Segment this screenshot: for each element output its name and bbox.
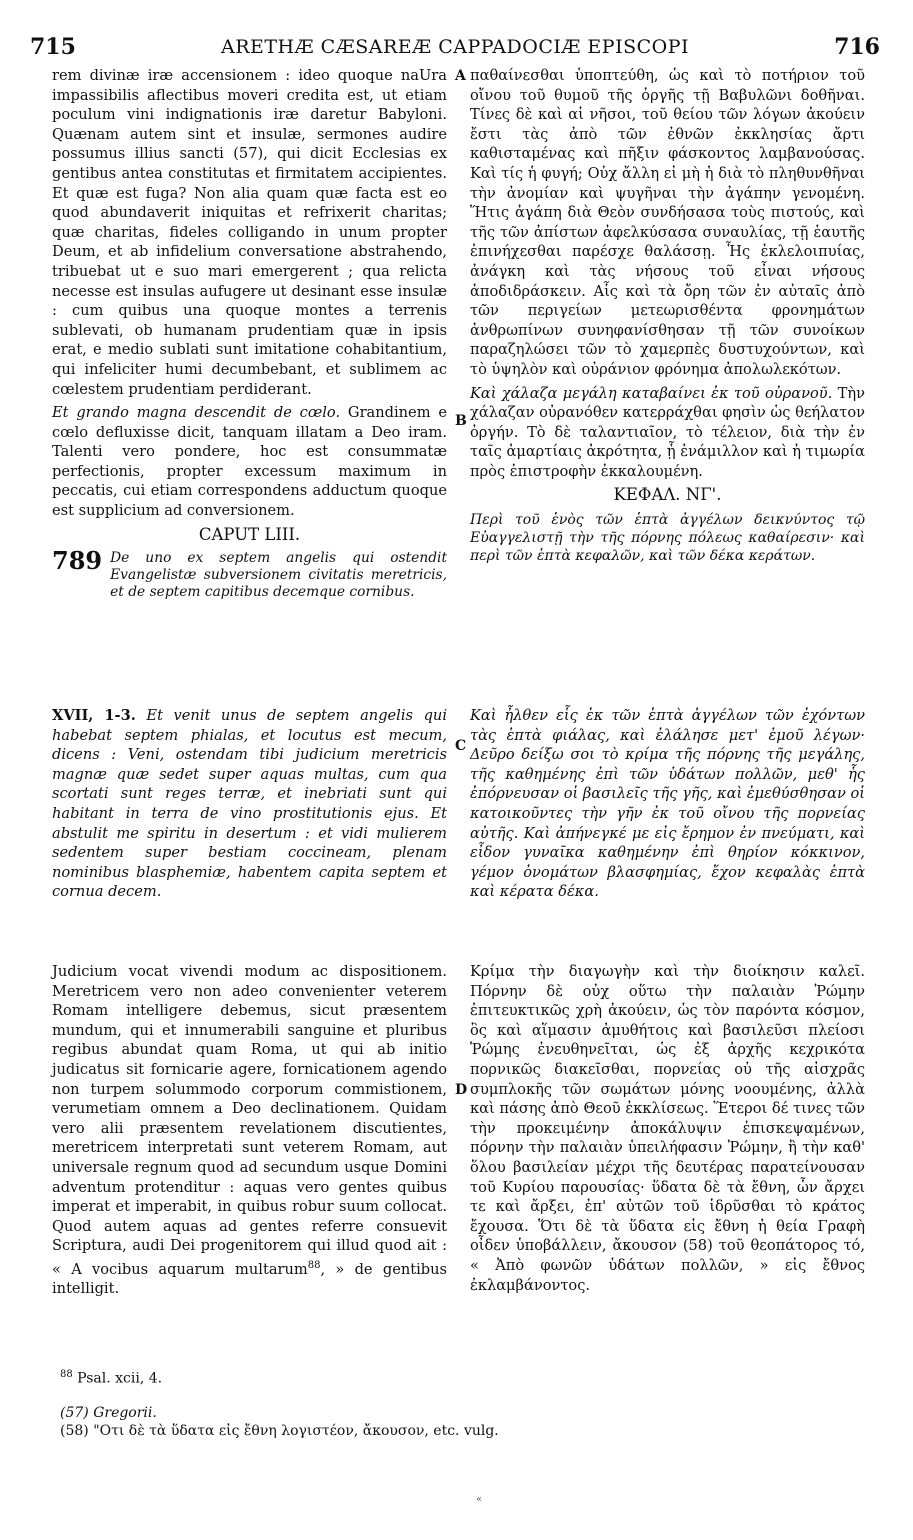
latin-chapter-summary [52,546,447,601]
footnote-88 [60,1366,860,1388]
scripture-footnote [60,1366,860,1388]
greek-scripture: Καὶ ἦλθεν εἷς ἐκ τῶν ἑπτὰ ἀγγέλων τῶν ἐχόντων τὰς ἑπτὰ φιάλας, καὶ ἐλάλησε μετ' ἐμοῦ λέγων· Δεῦρο δείξω σοι τὸ κρίμα τῆς πόρνης τῆς μεγάλης, τῆς καθημένης ἐπὶ τῶν ὑδάτων πολλῶν, μεθ' ἧς ἐπόρνευσαν οἱ βασιλεῖς τῆς γῆς, καὶ ἐμεθύσθησαν οἱ κατοικοῦντες τὴν γῆν ἐκ τοῦ οἴνου τῆς πορνείας αὐτῆς. Καὶ ἀπήνεγκέ με εἰς ἔρημον ἐν πνεύματι, καὶ εἶδον γυναῖκα καθημένην ἐπὶ θηρίον κόκκινον, γέμον ὀνομάτων βλασφημίας, ἔχον κεφαλὰς ἑπτὰ καὶ κέρατα δέκα. [470,707,865,901]
greek-paragraph-2-text: Τὴν χάλαζαν οὐρανόθεν κατερράχθαι φησὶν ὡς θεήλατον ὀργήν. Τὸ δὲ ταλαντιαῖον, τὸ τέλειον, διὰ τὴν ἐν ταῖς ἁμαρτίαις ἀκρότητα, ᾗ ἐνάμιλλον καὶ ἡ τιμωρία πρὸς ἐπιστροφὴν ἐκκαλουμένη. [470,384,865,480]
editorial-footnotes [60,1404,860,1440]
footnote-57: (57) Gregorii. [60,1405,157,1421]
greek-paragraph-4: Κρίμα τὴν διαγωγὴν καὶ τὴν διοίκησιν καλεῖ. Πόρνην δὲ οὐχ οὕτω τὴν παλαιὰν Ῥώμην ἐπιτευκτικῶς χρὴ ἀκούειν, ὡς τὸν παρόντα κόσμον, ὃς καὶ αἵμασιν ἀμυθήτοις καὶ βασιλεῦσι πλείοσι Ῥώμης ἐνευθηνεῖται, ὡς ἐξ ἀρχῆς κεχρικότα πορνικῶς διακεῖσθαι, πορνείας οὐ τῆς αἰσχρᾶς συμπλοκῆς τῶν σωμάτων μόνης νοουμένης, ἀλλὰ καὶ πάσης ἀπὸ Θεοῦ ἐκκλίσεως. Ἕτεροι δέ τινες τῶν τὴν προκειμένην ἀποκάλυψιν ἐπισκεψαμένων, πόρνην τὴν παλαιὰν ὑπειλήφασιν Ῥώμην, ἢ τὴν καθ' ὅλου βασιλείαν μέχρι τῆς δευτέρας παρατείνουσαν τοῦ Κυρίου παρουσίας· ὕδατα δὲ τὰ ἔθνη, ὧν ἄρχει τε καὶ ἄρξει, ἐπ' αὐτῶν τοῦ ἱδρῦσθαι τὸ κράτος ἔχουσα. Ὅτι δὲ τὰ ὕδατα εἰς ἔθνη ἡ θεία Γραφὴ οἶδεν ὑποβάλλειν, ἄκουσον (58) τοῦ θεοπάτορος τό, « Ἀπὸ φωνῶν ὑδάτων πολλῶν, » εἰς ἔθνος ἐκλαμβάνοντος. [470,963,865,1294]
margin-letter-a: A [455,68,466,84]
latin-column-top [52,66,447,601]
latin-chapter-heading: CAPUT LIII. [198,524,301,544]
greek-chapter-heading: ΚΕΦΑΛ. ΝΓ'. [613,485,722,505]
page-number-right: 716 [834,34,880,60]
latin-column-scripture [52,706,447,902]
latin-paragraph-1: rem divinæ iræ accensionem : ideo quoque naUra impassibilis aflectibus moveri credita est, ut etiam poculum vini indignationis iræ daretur Babyloni. Quænam autem sint et insulæ, sermones audire possumus illius sancti (57), qui dicit Ecclesias ex gentibus antea constitutas et firmitatem accipientes. Et quæ est fuga? Non alia quam quæ facta est eo quod abundaverit iniquitas et refrixerit charitas; quæ charitas, fideles colligando in unum propter Deum, et ab infidelium conversatione abstrahendo, tribuebat ut e suo mari emergerent ; qua relicta necesse est insulas aufugere ut desinant esse insulæ : cum quibus una quoque montes a terrenis sublevati, ob humanam prudentiam quæ in ipsis erat, e medio sublati sunt imitatione cohabitantium, qui infeliciter humi decumbebant, et sublimem ac cœlestem prudentiam perdiderant. [52,67,447,398]
footnote-58: (58) "Οτι δὲ τὰ ὕδατα εἰς ἔθνη λογιστέον, ἄκουσον, etc. vulg. [60,1423,499,1439]
latin-summary-text: De uno ex septem angelis qui ostendit Evangelistæ subversionem civitatis meretricis, et de septem capitibus decemque cornibus. [110,550,447,601]
scripture-reference: XVII, 1-3. [52,707,136,724]
greek-column-scripture [470,706,865,902]
running-title: ARETHÆ CÆSAREÆ CAPPADOCIÆ EPISCOPI [220,36,690,58]
latin-commentary-end: , » de gentibus intelligit. [52,1260,447,1298]
footnote-ref-88: 88 [307,1259,321,1271]
greek-lemma: Καὶ χάλαζα μεγάλη καταβαίνει ἐκ τοῦ οὐρανοῦ. [470,384,833,402]
latin-paragraph-4 [52,962,447,1299]
footnote-88-marker: 88 [60,1369,73,1380]
latin-column-commentary [52,962,447,1299]
margin-letter-d: D [455,1082,468,1098]
latin-scripture-text: Et venit unus de septem angelis qui habebat septem phialas, et locutus est mecum, dicens : Veni, ostendam tibi judicium meretricis magnæ quæ sedet super aquas multas, cum qua scortati sunt reges terræ, et inebriati sunt qui habitant in terra de vino prostitutionis ejus. Et abstulit me spiritu in desertum : et vidi mulierem sedentem super bestiam coccineam, plenam nominibus blasphemiæ, habentem capita septem et cornua decem. [52,707,447,901]
chapter-number: 789 [52,546,103,576]
greek-chapter-summary: Περὶ τοῦ ἑνὸς τῶν ἑπτὰ ἀγγέλων δεικνύντος τῷ Εὐαγγελιστῇ τὴν τῆς πόρνης πόλεως καθαίρεσιν· καὶ περὶ τῶν ἑπτὰ κεφαλῶν, καὶ τῶν δέκα κεράτων. [470,512,865,565]
greek-column-commentary [470,962,865,1295]
greek-column-top [470,66,865,565]
latin-paragraph-2-text: Grandinem e cœlo defluxisse dicit, tanquam illatam a Deo iram. Talenti vero pondere, hoc est consummatæ perfectionis, propter excessum maximum in peccatis, cui etiam correspondens adductum quoque est supplicium ad conversionem. [52,404,447,520]
stray-mark: « [476,1494,483,1505]
page-number-left: 715 [30,34,76,60]
greek-paragraph-2 [470,384,865,482]
latin-scripture [52,706,447,902]
margin-letter-b: B [455,413,467,429]
page-header [30,34,880,62]
greek-paragraph-1: παθαίνεσθαι ὑποπτεύθη, ὡς καὶ τὸ ποτήριον τοῦ οἴνου τοῦ θυμοῦ τῆς ὀργῆς τῇ Βαβυλῶνι δοθῆναι. Τίνες δὲ καὶ αἱ νῆσοι, τοῦ θείου τῶν λόγων ἀκούειν ἔστι τὰς ἀπὸ τῶν ἐθνῶν ἐκκλησίας ἄρτι καθισταμένας καὶ πῆξιν φάσκοντος λαμβανούσας. Καὶ τίς ἡ φυγή; Οὐχ ἄλλη εἰ μὴ ἡ διὰ τὸ πληθυνθῆναι τὴν ἀνομίαν καὶ ψυγῆναι τὴν ἀγάπην γενομένη. Ἥτις ἀγάπη διὰ Θεὸν συνδήσασα τοὺς πιστούς, καὶ τῆς τῶν ἀπίστων ἀφελκύσασα συναυλίας, τῇ ἑαυτῆς ἐπινήχεσθαι παρέσχε θαλάσσῃ. Ἧς ἐκλελοιπυίας, ἀνάγκη καὶ τὰς νήσους τοῦ εἶναι νήσους ἀποδιδράσκειν. Αἷς καὶ τὰ ὄρη τῶν ἐν αὐταῖς ἀπὸ τῶν περιγείων μετεωρισθέντα φρονημάτων ἀνθρωπίνων συνηφανίσθησαν τῇ τῶν συνοίκων παραζηλώσει τῶν τὸ χαμερπὲς δυστυχούντων, καὶ τὸ ὑψηλὸν καὶ οὐράνιον φρόνημα ἀπολωλεκότων. [470,67,865,378]
latin-lemma: Et grando magna descendit de cœlo. [52,404,341,422]
latin-paragraph-2 [52,403,447,521]
latin-commentary-text: Judicium vocat vivendi modum ac dispositionem. Meretricem vero non adeo convenienter veterem Romam intelligere debemus, sicut præsentem mundum, qui et innumerabili sanguine et pluribus regibus abundat quam Roma, ut qui ab initio judicatus sit fornicarie agere, fornicationem agendo non turpem solummodo corporum commistionem, verumetiam omnem a Deo declinationem. Quidam vero alii præsentem revelationem discutientes, meretricem interpretati sunt veterem Romam, aut universale regnum quod ad secundum usque Domini adventum protenditur : aquas vero gentes quibus imperat et imperabit, in quibus robur suum collocat. Quod autem aquas ad gentes referre consuevit Scriptura, audi Dei progenitorem qui illud quod ait : « A vocibus aquarum multarum [52,963,447,1278]
margin-letter-c: C [455,738,467,754]
footnote-88-text: Psal. xcii, 4. [72,1370,163,1387]
